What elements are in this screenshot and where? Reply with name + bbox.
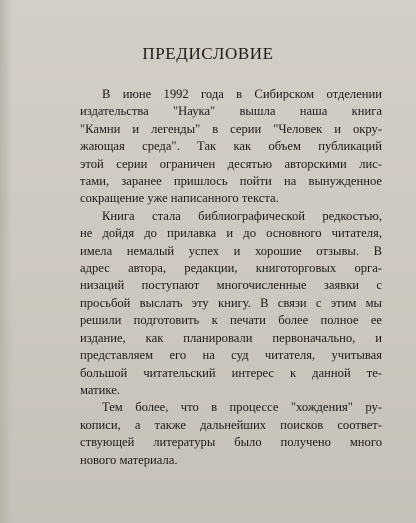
text-line: низаций поступают многочисленные заявки с	[80, 278, 382, 293]
text-line: нового материала.	[80, 452, 178, 467]
text-line: Тем более, что в процессе "хождения" ру-	[102, 400, 382, 415]
paragraph-2	[80, 208, 382, 399]
text-line: не дойдя до прилавка и до основного читателя,	[80, 226, 382, 241]
text-line: издание, как планировали первоначально, и	[80, 330, 382, 345]
page-title: ПРЕДИСЛОВИЕ	[142, 44, 274, 63]
text-line: издательства "Наука" вышла наша книга	[80, 104, 382, 119]
paragraph-3	[80, 399, 382, 469]
text-line: кописи, а также дальнейших поисков соответ-	[80, 417, 382, 432]
text-line: жающая среда". Так как объем публикаций	[80, 139, 382, 154]
text-line: этой серии ограничен десятью авторскими лис-	[80, 156, 382, 171]
text-line: представляем его на суд читателя, учитывая	[80, 348, 382, 363]
text-line: тами, заранее пришлось пойти на вынужденное	[80, 174, 382, 189]
text-line: сокращение уже написанного текста.	[80, 191, 279, 206]
text-line: "Камни и легенды" в серии "Человек и окру-	[80, 121, 382, 136]
page-binding-shadow	[0, 0, 12, 523]
text-line: имела немалый успех и хорошие отзывы. В	[80, 243, 382, 258]
text-line: матике.	[80, 382, 120, 397]
text-line: Книга стала библиографической редкостью,	[102, 208, 382, 223]
text-line: В июне 1992 года в Сибирском отделении	[102, 87, 382, 101]
text-line: большой читательский интерес к данной те-	[80, 365, 382, 380]
preface-text	[80, 86, 382, 469]
paragraph-1	[80, 86, 382, 208]
text-line: адрес автора, редакции, книготорговых орга-	[80, 261, 382, 276]
text-line: решили подготовить к печати более полное ее	[80, 313, 382, 328]
text-line: ствующей литературы было получено много	[80, 435, 382, 450]
text-line: просьбой выслать эту книгу. В связи с этим мы	[80, 295, 382, 310]
